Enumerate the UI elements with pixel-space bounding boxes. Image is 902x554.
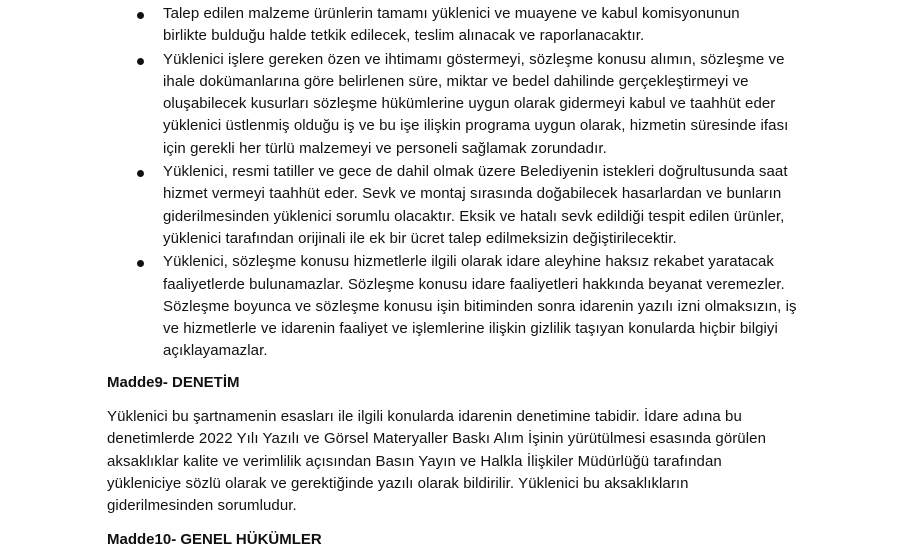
text-line: açıklayamazlar. xyxy=(163,342,268,360)
madde9-paragraph xyxy=(107,406,897,517)
text-line: faaliyetlerde bulunamazlar. Sözleşme konusu idare faaliyetleri hakkında beyanat veremezler. xyxy=(163,275,785,293)
bullet-dot xyxy=(137,260,144,267)
text-line: Talep edilen malzeme ürünlerin tamamı yüklenici ve muayene ve kabul komisyonunun xyxy=(163,5,740,22)
text-line: ve hizmetlerle ve idarenin faaliyet ve işlemlerine ilişkin gizlilik taşıyan konularda hiçbir bilgiyi xyxy=(163,320,778,338)
text-line: Yüklenici işlere gereken özen ve ihtimamı göstermeyi, sözleşme konusu alımın, sözleşme ve xyxy=(163,50,785,68)
bullet-item-1 xyxy=(0,3,902,48)
text-line: aksaklıklar kalite ve verimlilik açısından Basın Yayın ve Halkla İlişkiler Müdürlüğü tarafından xyxy=(107,452,722,470)
text-line: giderilmesinden yüklenici sorumlu olacaktır. Eksik ve hatalı sevk edildiği tespit edilen ürünler, xyxy=(163,207,785,225)
text-line: Sözleşme boyunca ve sözleşme konusu işin bitiminden sonra idarenin yazılı izni olmaksızın, iş xyxy=(163,297,797,315)
bullet-dot xyxy=(137,58,144,65)
text-line: ihale dokümanlarına göre belirlenen süre, miktar ve bedel dahilinde gerçekleştirmeyi ve xyxy=(163,72,749,90)
bullet-item-4 xyxy=(0,251,902,362)
bullet-item-2 xyxy=(0,49,902,160)
bullet-dot xyxy=(137,170,144,177)
text-line: giderilmesinden sorumludur. xyxy=(107,497,297,515)
text-line: birlikte bulduğu halde tetkik edilecek, teslim alınacak ve raporlanacaktır. xyxy=(163,27,645,45)
section-heading-madde9: Madde9- DENETİM xyxy=(107,374,240,391)
text-line: denetimlerde 2022 Yılı Yazılı ve Görsel Materyaller Baskı Alım İşinin yürütülmesi esasında görülen xyxy=(107,430,766,448)
text-line: yüklenici üstlenmiş olduğu iş ve bu işe ilişkin programa uygun olarak, hizmetin süresinde ifası xyxy=(163,117,789,135)
text-line: için gerekli her türlü malzemeyi ve personeli sağlamak zorundadır. xyxy=(163,139,607,157)
text-line: yüklenici tarafından orijinali ile ek bir ücret talep edilmeksizin değiştirilecektir. xyxy=(163,229,677,247)
text-line: hizmet vermeyi taahhüt eder. Sevk ve montaj sırasında doğabilecek hasarlardan ve bunların xyxy=(163,185,782,203)
bullet-dot xyxy=(137,12,144,19)
section-heading-madde10: Madde10- GENEL HÜKÜMLER xyxy=(107,531,322,548)
text-line: Yüklenici bu şartnamenin esasları ile ilgili konularda idarenin denetimine tabidir. İdare adına bu xyxy=(107,408,742,425)
bullet-item-3 xyxy=(0,161,902,250)
text-line: Yüklenici, resmi tatiller ve gece de dahil olmak üzere Belediyenin istekleri doğrultusunda saat xyxy=(163,163,788,181)
text-line: Yüklenici, sözleşme konusu hizmetlerle ilgili olarak idare aleyhine haksız rekabet yaratacak xyxy=(163,253,774,271)
text-line: yükleniciye sözlü olarak ve gerektiğinde yazılı olarak bildirilir. Yüklenici bu aksaklıkların xyxy=(107,474,689,492)
text-line: oluşabilecek kusurları sözleşme hükümlerine uygun olarak gidermeyi kabul ve taahhüt eder xyxy=(163,95,776,113)
